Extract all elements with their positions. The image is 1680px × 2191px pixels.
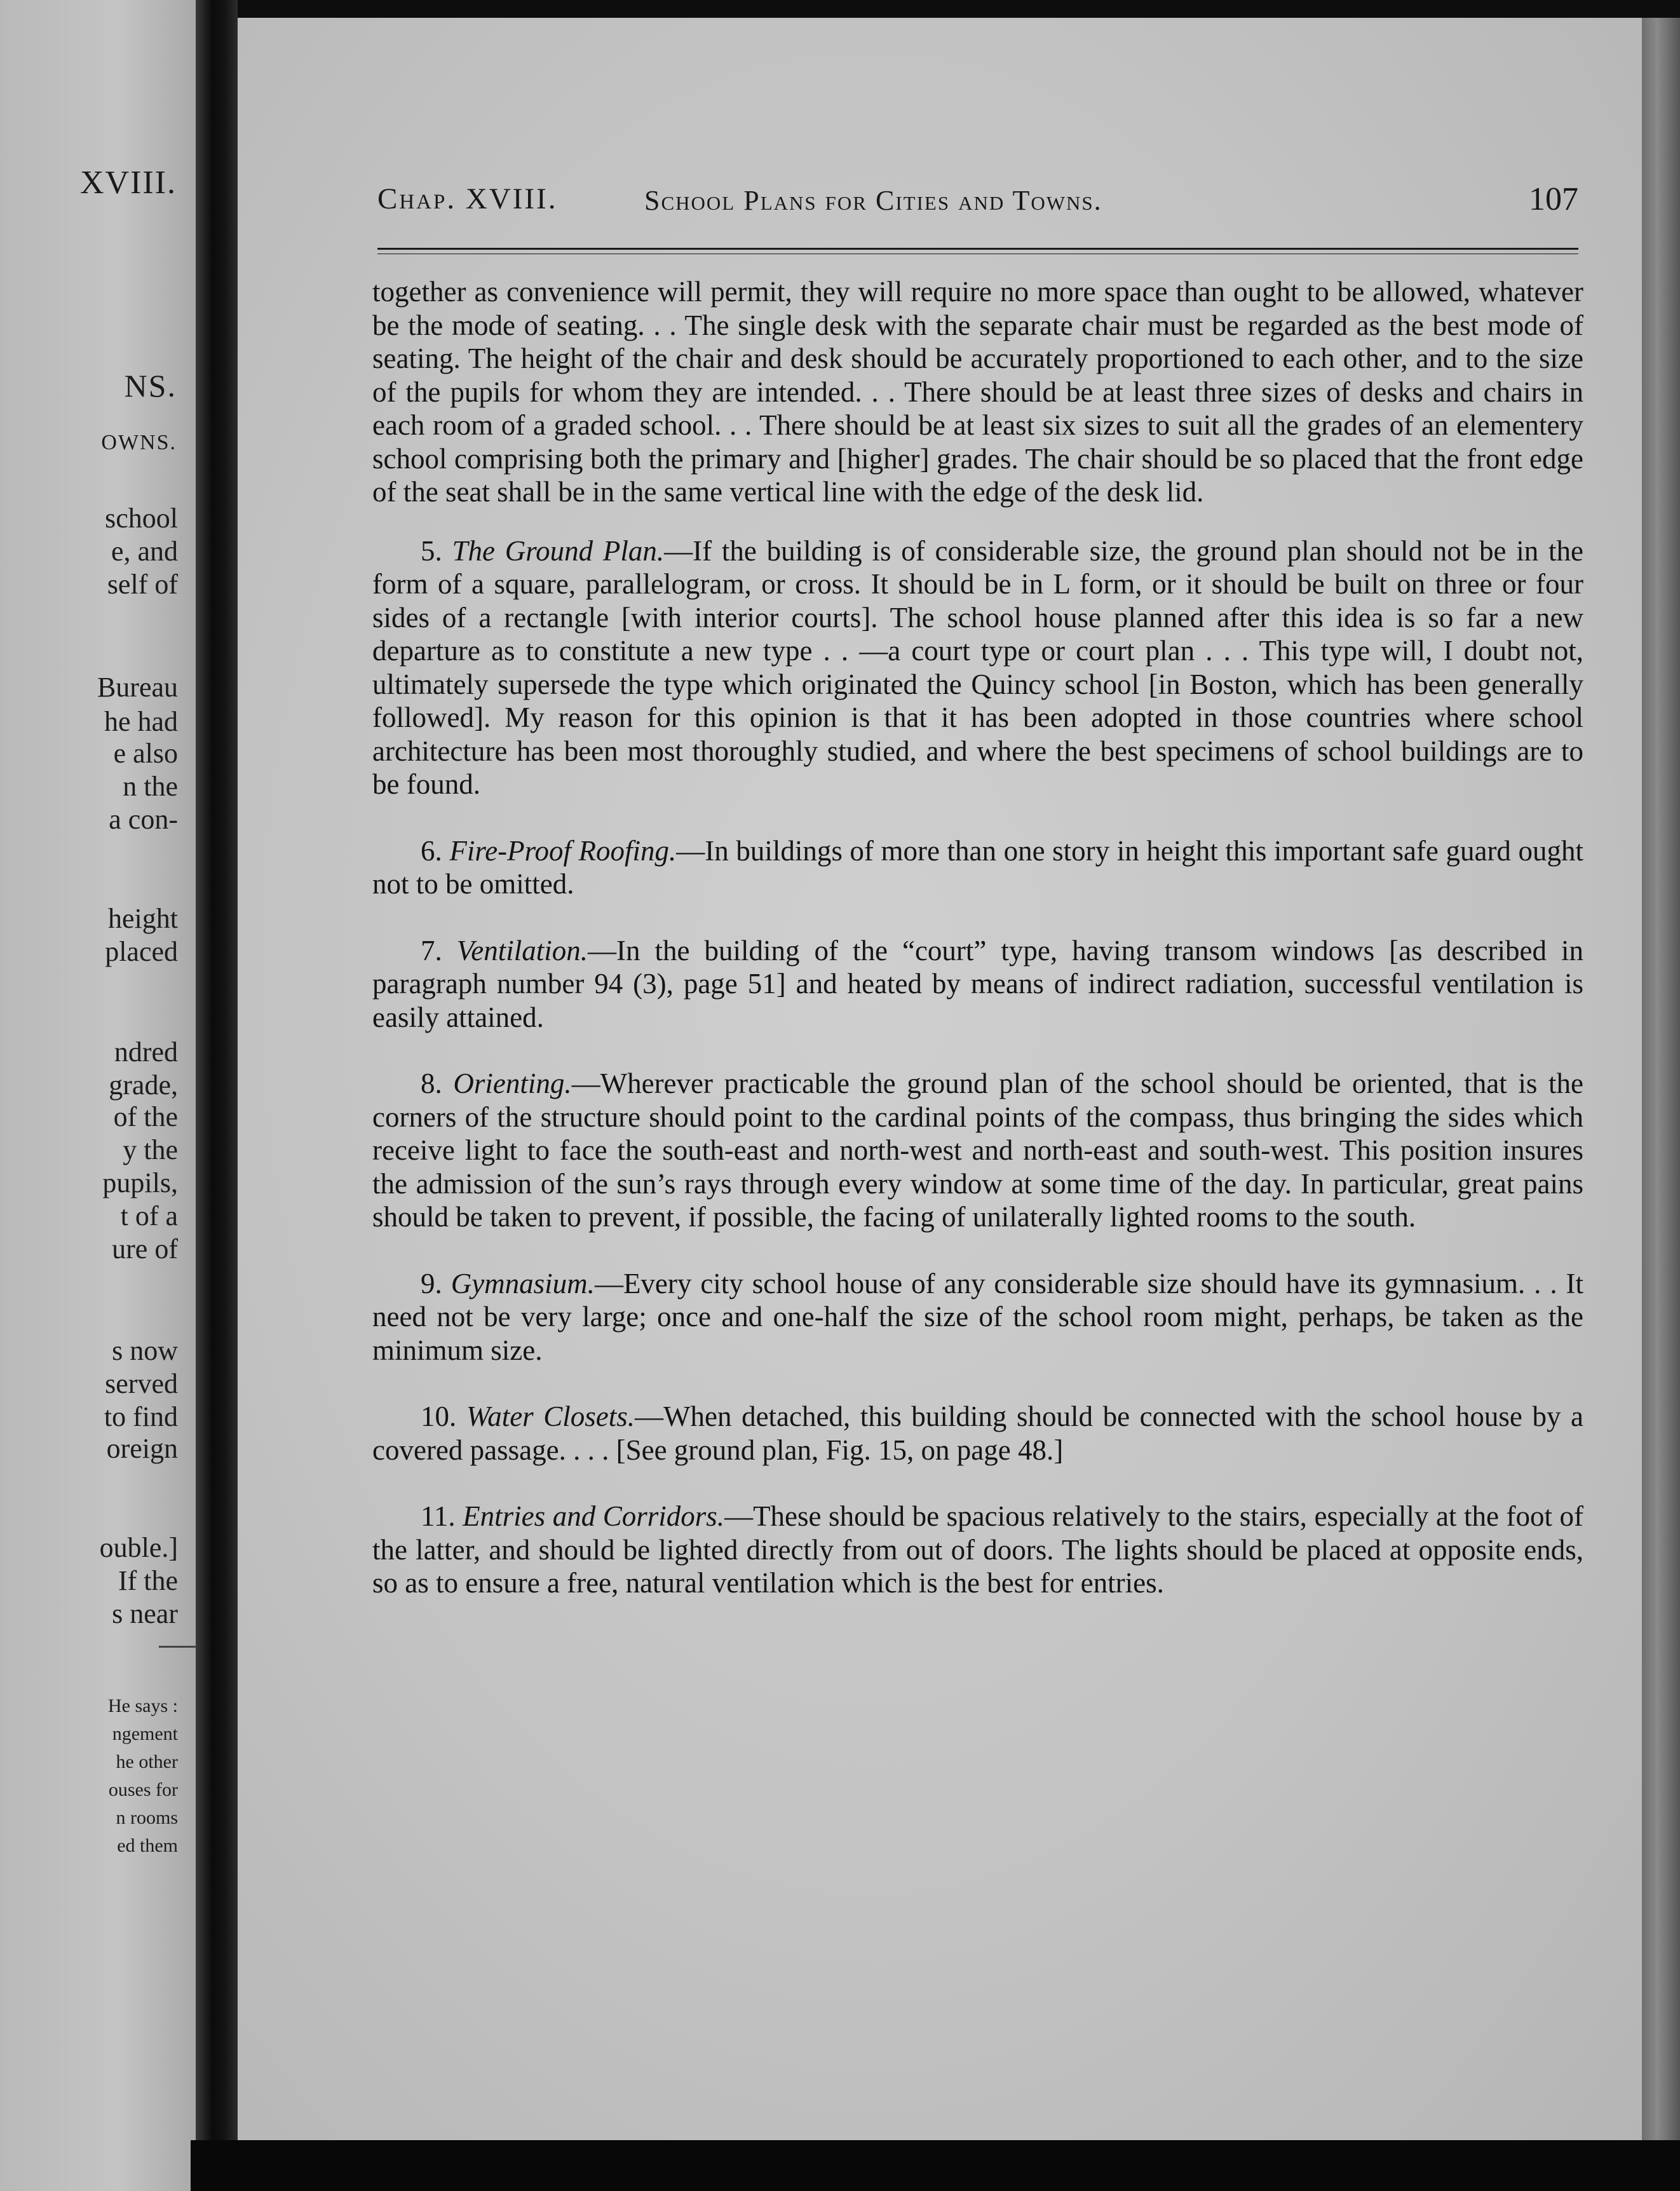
running-title: School Plans for Cities and Towns. xyxy=(644,185,1102,216)
section-number: 6. xyxy=(421,834,442,867)
left-text-line: he had xyxy=(104,706,178,737)
section-paragraph xyxy=(372,834,1583,901)
section-list xyxy=(372,534,1583,1600)
left-running-head-fragment: NS. xyxy=(124,368,177,404)
footnote-rule xyxy=(159,1646,197,1648)
left-text-line: e also xyxy=(113,738,178,769)
section-number: 5. xyxy=(421,534,442,567)
left-text-line: to find xyxy=(104,1401,178,1432)
left-text-line: placed xyxy=(105,936,178,967)
book-gutter xyxy=(196,0,238,2191)
section-number: 10. xyxy=(421,1401,457,1432)
section-text: —Every city school house of any considerable size should have its gymnasium. . . It need not be very large; once and one-half the size of the school room might, perhaps, be taken as the minimum size. xyxy=(372,1267,1584,1366)
section-text: —In the building of the “court” type, having transom windows [as described in paragraph number 94 (3), page 51] and heated by means of indirect radiation, successful ventilation is easily attained. xyxy=(372,934,1584,1033)
left-text-line: oreign xyxy=(106,1433,178,1464)
left-text-line: served xyxy=(105,1368,178,1399)
book-page xyxy=(238,18,1642,2140)
section-heading: Water Closets. xyxy=(466,1401,635,1432)
left-footnote-line: He says : xyxy=(108,1695,178,1716)
left-text-line: self of xyxy=(107,569,178,600)
left-text-line: ure of xyxy=(112,1233,178,1265)
section-number: 11. xyxy=(421,1500,456,1532)
section-paragraph xyxy=(372,934,1583,1034)
left-footnote-line: ngement xyxy=(112,1723,178,1744)
left-text-line: a con- xyxy=(109,804,178,835)
section-heading: The Ground Plan. xyxy=(452,534,665,567)
left-text-line: Bureau xyxy=(97,672,178,703)
left-page-fragment xyxy=(0,0,197,2191)
left-text-line: s near xyxy=(112,1598,178,1629)
header-rule xyxy=(377,248,1578,254)
left-running-head-fragment-2: OWNS. xyxy=(101,431,177,454)
section-number: 9. xyxy=(421,1267,442,1299)
page-edge xyxy=(1642,18,1680,2140)
section-heading: Ventilation. xyxy=(456,934,588,967)
left-text-line: school xyxy=(105,503,178,534)
left-text-line: ouble.] xyxy=(99,1532,178,1563)
section-paragraph xyxy=(372,1067,1583,1234)
section-heading: Orienting. xyxy=(453,1068,572,1099)
chapter-label: Chap. XVIII. xyxy=(377,182,558,215)
left-footnote-line: ed them xyxy=(117,1835,178,1856)
section-text: —When detached, this building should be connected with the school house by a covered passage. . . . [See ground plan, Fig. 15, on page 48.] xyxy=(372,1401,1584,1466)
body-text xyxy=(372,275,1583,1600)
section-number: 8. xyxy=(421,1068,442,1099)
section-paragraph xyxy=(372,1500,1583,1600)
left-text-line: If the xyxy=(118,1565,178,1596)
page-number: 107 xyxy=(1529,181,1578,217)
section-heading: Entries and Corridors. xyxy=(463,1500,725,1532)
scan-border xyxy=(191,2140,1680,2191)
left-text-line: ndred xyxy=(114,1036,178,1068)
section-number: 7. xyxy=(421,934,442,967)
left-footnote-line: ouses for xyxy=(108,1779,178,1800)
left-text-line: s now xyxy=(112,1335,178,1366)
left-footnote-line: he other xyxy=(116,1751,178,1772)
running-head xyxy=(377,182,1578,233)
section-heading: Fire-Proof Roofing. xyxy=(449,834,677,867)
section-paragraph xyxy=(372,1267,1583,1367)
left-running-head: XVIII. xyxy=(79,165,177,201)
left-text-line: n the xyxy=(123,771,178,802)
section-paragraph xyxy=(372,1400,1583,1467)
section-text: —In buildings of more than one story in height this important safe guard ought not to be omitted. xyxy=(372,834,1583,900)
left-text-line: t of a xyxy=(120,1200,178,1231)
opening-paragraph: together as convenience will permit, they will require no more space than ought to be allowed, whatever be the mode of seating. . . The single desk with the separate chair must be regarded as the best mode of seating. The height of the chair and desk should be accurately proportioned to each other, and to the size of the pupils for whom they are intended. . . There should be at least three sizes of desks and chairs in each room of a graded school. . . There should be at least six sizes to suit all the grades of an elementery school comprising both the primary and [higher] grades. The chair should be so placed that the front edge of the seat shall be in the same vertical line with the edge of the desk lid. xyxy=(372,276,1583,508)
section-text: —If the building is of considerable size, the ground plan should not be in the form of a square, parallelogram, or cross. It should be in L form, or it should be built on three or four sides of a rectangle [with interior courts]. The school house planned after this idea is so far a new departure as to constitute a new type . . —a court type or court plan . . . This type will, I doubt not, ultimately supersede the type which originated the Quincy school [in Boston, which has been generally followed]. My reason for this opinion is that it has been adopted in those countries where school architecture has been most thoroughly studied, and where the best specimens of school buildings are to be found. xyxy=(372,534,1583,800)
left-footnote-line: n rooms xyxy=(116,1807,178,1828)
section-paragraph xyxy=(372,534,1583,801)
section-text: —Wherever practicable the ground plan of the school should be oriented, that is the corners of the structure should point to the cardinal points of the compass, thus bringing the sides which receive light to face the south-east and north-west and north-east and south-west. This position insures the admission of the sun’s rays through every window at some time of the day. In particular, great pains should be taken to prevent, if possible, the facing of unilaterally lighted rooms to the south. xyxy=(372,1068,1583,1233)
section-heading: Gymnasium. xyxy=(450,1267,595,1299)
left-text-line: height xyxy=(108,903,178,934)
left-text-line: pupils, xyxy=(102,1167,178,1198)
left-text-line: of the xyxy=(113,1101,178,1132)
section-text: —These should be spacious relatively to the stairs, especially at the foot of the latter, and should be lighted directly from out of doors. The lights should be placed at opposite ends, so as to ensure a free, natural ventilation which is the best for entries. xyxy=(372,1500,1584,1599)
left-text-line: y the xyxy=(123,1134,178,1165)
left-text-line: e, and xyxy=(111,536,178,567)
left-text-line: grade, xyxy=(109,1069,178,1101)
